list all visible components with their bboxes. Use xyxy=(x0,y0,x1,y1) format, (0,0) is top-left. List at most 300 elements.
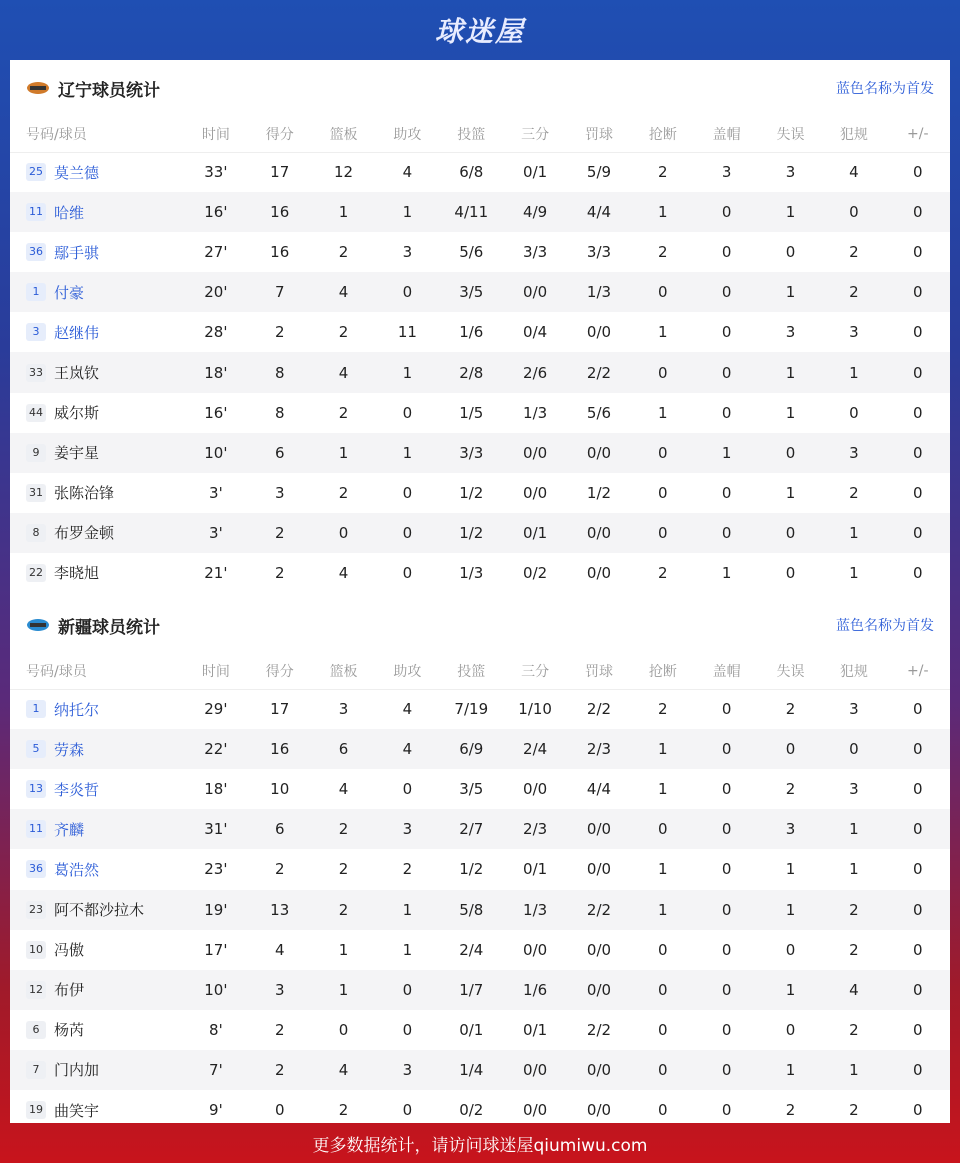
player-name-link[interactable]: 曲笑宇 xyxy=(54,1101,100,1120)
stat-cell: 0 xyxy=(721,1020,732,1039)
player-cell xyxy=(10,433,184,473)
jersey-number-badge: 13 xyxy=(26,780,46,798)
stat-cell: 2 xyxy=(849,483,859,502)
column-header[interactable]: 投篮 xyxy=(439,653,503,689)
stat-cell: 1 xyxy=(822,352,885,392)
stat-cell: 0/1 xyxy=(523,860,548,879)
stat-cell: 0/0 xyxy=(503,272,566,312)
stat-cell: 18' xyxy=(184,352,248,392)
top-banner xyxy=(0,0,960,60)
column-header[interactable]: 时间 xyxy=(184,653,248,689)
stat-cell: 0 xyxy=(721,940,732,959)
player-cell xyxy=(10,473,184,513)
column-header[interactable]: 号码/球员 xyxy=(10,653,184,689)
player-name-link[interactable]: 杨芮 xyxy=(54,1021,85,1040)
player-cell xyxy=(10,393,184,433)
stat-cell: 0/0 xyxy=(567,513,631,553)
stat-cell: 2/2 xyxy=(567,352,631,392)
column-header[interactable]: 抢断 xyxy=(631,653,694,689)
stat-cell: 0/0 xyxy=(586,1101,612,1120)
stat-cell: 0 xyxy=(631,352,694,392)
stat-cell: 1 xyxy=(822,513,885,553)
stat-cell: 3 xyxy=(849,700,859,719)
stat-cell: 4 xyxy=(311,272,375,312)
stat-cell: 2 xyxy=(822,272,885,312)
stat-cell: 3 xyxy=(248,970,311,1010)
stat-cell: 0 xyxy=(695,272,759,312)
stat-cell: 10' xyxy=(184,433,248,473)
stat-cell: 2 xyxy=(785,700,796,719)
table-row[interactable] xyxy=(10,849,950,889)
stat-cell: 4/4 xyxy=(586,780,612,799)
table-row[interactable] xyxy=(10,890,950,930)
stat-cell: 12 xyxy=(334,163,354,182)
stat-cell: 1 xyxy=(311,433,375,473)
team-sections xyxy=(10,60,950,1130)
table-row[interactable] xyxy=(10,729,950,769)
player-name-link[interactable]: 李炎哲 xyxy=(54,780,100,799)
stat-cell: 2 xyxy=(658,563,668,582)
stat-cell: 0 xyxy=(913,1101,923,1120)
stat-cell: 0 xyxy=(886,272,950,312)
jersey-number-badge: 1 xyxy=(26,283,46,301)
column-header[interactable]: 三分 xyxy=(503,116,566,152)
stat-cell: 0 xyxy=(721,483,732,502)
stat-cell: 2/2 xyxy=(567,890,631,930)
stat-cell: 0/0 xyxy=(567,1050,631,1090)
stat-cell: 0 xyxy=(913,780,923,799)
table-row[interactable] xyxy=(10,433,950,473)
stat-cell: 0 xyxy=(721,403,732,422)
jersey-number-badge: 12 xyxy=(26,981,46,999)
stat-cell: 0/1 xyxy=(503,513,566,553)
stat-cell: 2/3 xyxy=(567,729,631,769)
stat-cell: 1 xyxy=(759,1050,822,1090)
stat-cell: 0 xyxy=(785,1020,796,1039)
stat-cell: 0 xyxy=(402,483,413,502)
player-name-link[interactable]: 布罗金顿 xyxy=(54,524,115,543)
stat-cell: 0/1 xyxy=(523,163,548,182)
player-name-link[interactable]: 鄢手骐 xyxy=(54,243,100,262)
stat-cell: 0 xyxy=(886,433,950,473)
stat-cell: 2 xyxy=(248,513,311,553)
column-header[interactable]: 三分 xyxy=(503,653,566,689)
table-row[interactable] xyxy=(10,769,950,809)
stat-cell: 1 xyxy=(631,729,694,769)
stat-cell: 2 xyxy=(658,700,668,719)
player-name-link[interactable]: 姜宇星 xyxy=(54,444,100,463)
stat-cell: 1 xyxy=(759,272,822,312)
jersey-number-badge: 6 xyxy=(26,1021,46,1039)
stat-cell: 0 xyxy=(759,513,822,553)
stat-cell: 0 xyxy=(376,272,439,312)
stat-cell: 20' xyxy=(184,272,248,312)
stat-cell: 0/0 xyxy=(567,433,631,473)
stat-cell: 3/3 xyxy=(439,433,503,473)
column-header[interactable]: 得分 xyxy=(248,653,311,689)
jersey-number-badge: 19 xyxy=(26,1101,46,1119)
stat-cell: 0/0 xyxy=(586,323,612,342)
stat-cell: 10 xyxy=(270,780,290,799)
liaoning-team-logo-icon xyxy=(26,80,50,96)
stat-cell: 23' xyxy=(204,860,228,879)
jersey-number-badge: 3 xyxy=(26,323,46,341)
stat-cell: 0 xyxy=(886,1050,950,1090)
starter-legend: 蓝色名称为首发 xyxy=(836,81,934,97)
stat-cell: 3 xyxy=(785,163,796,182)
stat-cell: 1/4 xyxy=(439,1050,503,1090)
stat-cell: 1 xyxy=(785,483,796,502)
table-row[interactable] xyxy=(10,553,950,593)
stat-cell: 1 xyxy=(631,890,694,930)
footer-banner xyxy=(0,1123,960,1163)
team-title-text: 新疆球员统计 xyxy=(58,617,160,638)
stat-cell: 5/9 xyxy=(586,163,612,182)
table-header-row xyxy=(10,653,950,689)
stat-cell: 1/6 xyxy=(503,970,566,1010)
stat-cell: 2 xyxy=(311,809,375,849)
stat-cell: 0 xyxy=(886,890,950,930)
stat-cell: 2 xyxy=(849,940,859,959)
player-name-link[interactable]: 威尔斯 xyxy=(54,404,100,423)
stat-cell: 4 xyxy=(311,352,375,392)
stat-cell: 2 xyxy=(338,403,349,422)
stat-cell: 1 xyxy=(759,970,822,1010)
stat-cell: 4 xyxy=(274,940,285,959)
stat-cell: 2/2 xyxy=(586,1020,612,1039)
stat-cell: 11 xyxy=(397,323,417,342)
stat-cell: 0/2 xyxy=(459,1101,484,1120)
stat-cell: 2 xyxy=(274,563,285,582)
stat-cell: 8 xyxy=(248,352,311,392)
column-header[interactable]: 犯规 xyxy=(822,653,885,689)
stat-cell: 13 xyxy=(248,890,311,930)
stat-cell: 1 xyxy=(658,403,668,422)
player-name-link[interactable]: 阿不都沙拉木 xyxy=(54,901,145,920)
stat-cell: 1 xyxy=(376,890,439,930)
stat-cell: 1 xyxy=(849,860,859,879)
table-row[interactable] xyxy=(10,809,950,849)
column-header[interactable]: 投篮 xyxy=(439,116,503,152)
stat-cell: 3/3 xyxy=(523,243,548,262)
player-cell xyxy=(10,352,184,392)
stat-cell: 4 xyxy=(402,163,413,182)
stat-cell: 0 xyxy=(759,729,822,769)
team-section xyxy=(10,60,950,593)
player-cell xyxy=(10,809,184,849)
stat-cell: 3 xyxy=(785,323,796,342)
jersey-number-badge: 36 xyxy=(26,860,46,878)
column-header[interactable]: +/- xyxy=(886,116,950,152)
player-name-link[interactable]: 李晓旭 xyxy=(54,564,100,583)
table-row[interactable] xyxy=(10,473,950,513)
player-name-link[interactable]: 王岚钦 xyxy=(54,364,100,383)
stats-panel xyxy=(10,60,950,1123)
column-header[interactable]: 盖帽 xyxy=(695,116,759,152)
stat-cell: 1 xyxy=(785,403,796,422)
player-name-link[interactable]: 冯傲 xyxy=(54,941,85,960)
column-header[interactable]: 犯规 xyxy=(822,116,885,152)
stat-cell: 2 xyxy=(338,323,349,342)
column-header[interactable]: 时间 xyxy=(184,116,248,152)
stat-cell: 1/3 xyxy=(459,563,484,582)
stat-cell: 0 xyxy=(695,352,759,392)
team-section xyxy=(10,597,950,1130)
stat-cell: 2/8 xyxy=(439,352,503,392)
stat-cell: 4 xyxy=(338,563,349,582)
starter-legend: 蓝色名称为首发 xyxy=(836,618,934,635)
stat-cell: 3 xyxy=(822,433,885,473)
stat-cell: 1/3 xyxy=(503,890,566,930)
stat-cell: 1 xyxy=(695,433,759,473)
stat-cell: 0/0 xyxy=(567,970,631,1010)
stat-cell: 2 xyxy=(658,163,668,182)
stat-cell: 1 xyxy=(849,563,859,582)
stat-cell: 1/7 xyxy=(439,970,503,1010)
stat-cell: 2 xyxy=(785,780,796,799)
stat-cell: 1 xyxy=(759,890,822,930)
stat-cell: 0/2 xyxy=(523,563,548,582)
column-header[interactable]: 篮板 xyxy=(311,653,375,689)
stat-cell: 16 xyxy=(270,243,290,262)
stat-cell: 0 xyxy=(913,323,923,342)
stat-cell: 17 xyxy=(270,163,290,182)
stat-cell: 6/9 xyxy=(439,729,503,769)
player-name-link[interactable]: 哈维 xyxy=(54,203,85,222)
stat-cell: 0/0 xyxy=(523,780,548,799)
stat-cell: 3 xyxy=(849,323,859,342)
stat-cell: 0 xyxy=(886,729,950,769)
player-cell xyxy=(10,930,184,970)
player-cell xyxy=(10,769,184,809)
stat-cell: 4 xyxy=(376,729,439,769)
column-header[interactable]: 盖帽 xyxy=(695,653,759,689)
table-row[interactable] xyxy=(10,513,950,553)
stat-cell: 7' xyxy=(184,1050,248,1090)
stat-cell: 0 xyxy=(695,890,759,930)
table-row[interactable] xyxy=(10,152,950,192)
brand-logo[interactable]: 球迷屋 xyxy=(434,15,525,48)
stat-cell: 4/11 xyxy=(439,192,503,232)
stat-cell: 0 xyxy=(721,860,732,879)
section-header xyxy=(10,597,950,653)
player-cell xyxy=(10,849,184,889)
player-name-link[interactable]: 张陈治锋 xyxy=(54,484,115,503)
stat-cell: 1/5 xyxy=(459,403,484,422)
stat-cell: 1 xyxy=(759,192,822,232)
stat-cell: 10' xyxy=(184,970,248,1010)
stat-cell: 1 xyxy=(376,352,439,392)
stat-cell: 0/0 xyxy=(567,809,631,849)
stat-cell: 16' xyxy=(204,403,228,422)
player-cell xyxy=(10,1010,184,1050)
stat-cell: 0/1 xyxy=(459,1020,484,1039)
stat-cell: 4 xyxy=(402,700,413,719)
player-name-link[interactable]: 付豪 xyxy=(54,283,85,302)
stat-cell: 0 xyxy=(402,1020,413,1039)
stat-cell: 3 xyxy=(402,243,413,262)
stat-cell: 0/0 xyxy=(523,940,548,959)
stat-cell: 0 xyxy=(913,860,923,879)
column-header[interactable]: 罚球 xyxy=(567,653,631,689)
stat-cell: 0 xyxy=(759,433,822,473)
jersey-number-badge: 5 xyxy=(26,740,46,758)
jersey-number-badge: 11 xyxy=(26,203,46,221)
stat-cell: 8 xyxy=(274,403,285,422)
player-name-link[interactable]: 劳森 xyxy=(54,740,85,759)
stat-cell: 3' xyxy=(209,483,223,502)
table-row[interactable] xyxy=(10,232,950,272)
player-name-link[interactable]: 赵继伟 xyxy=(54,323,100,342)
stat-cell: 0/0 xyxy=(503,433,566,473)
stat-cell: 0 xyxy=(338,1020,349,1039)
table-row[interactable] xyxy=(10,970,950,1010)
stat-cell: 2 xyxy=(274,323,285,342)
stat-cell: 0/0 xyxy=(503,1050,566,1090)
stat-cell: 0 xyxy=(822,729,885,769)
player-name-link[interactable]: 齐麟 xyxy=(54,820,85,839)
stat-cell: 0 xyxy=(913,403,923,422)
stat-cell: 1 xyxy=(759,352,822,392)
stat-cell: 0/0 xyxy=(586,940,612,959)
stat-cell: 0 xyxy=(913,483,923,502)
stat-cell: 4/4 xyxy=(567,192,631,232)
column-header[interactable]: 号码/球员 xyxy=(10,116,184,152)
stat-cell: 0 xyxy=(402,780,413,799)
table-row[interactable] xyxy=(10,272,950,312)
table-row[interactable] xyxy=(10,312,950,352)
stat-cell: 1 xyxy=(631,192,694,232)
stat-cell: 0 xyxy=(631,970,694,1010)
stat-cell: 0 xyxy=(886,513,950,553)
stat-cell: 0 xyxy=(631,513,694,553)
stat-cell: 2 xyxy=(338,1101,349,1120)
player-name-link[interactable]: 纳托尔 xyxy=(54,700,100,719)
stat-cell: 19' xyxy=(184,890,248,930)
stat-cell: 8' xyxy=(209,1020,223,1039)
team-title xyxy=(26,613,160,638)
player-cell xyxy=(10,553,184,593)
column-header[interactable]: 助攻 xyxy=(376,653,439,689)
jersey-number-badge: 9 xyxy=(26,444,46,462)
stat-cell: 33' xyxy=(204,163,228,182)
stat-cell: 2/3 xyxy=(503,809,566,849)
stat-cell: 2/4 xyxy=(503,729,566,769)
stat-cell: 9' xyxy=(209,1101,223,1120)
jersey-number-badge: 1 xyxy=(26,700,46,718)
column-header[interactable]: 失误 xyxy=(759,653,822,689)
stat-cell: 0 xyxy=(631,433,694,473)
table-row[interactable] xyxy=(10,393,950,433)
stat-cell: 0 xyxy=(886,970,950,1010)
stat-cell: 1/3 xyxy=(523,403,548,422)
stat-cell: 0 xyxy=(695,1050,759,1090)
footer-link[interactable]: 更多数据统计，请访问球迷屋qiumiwu.com xyxy=(312,1135,648,1156)
stat-cell: 0 xyxy=(785,563,796,582)
stat-cell: 0 xyxy=(785,243,796,262)
stat-cell: 6 xyxy=(311,729,375,769)
table-row[interactable] xyxy=(10,1050,950,1090)
stat-cell: 1 xyxy=(311,192,375,232)
player-cell xyxy=(10,1050,184,1090)
stat-cell: 0 xyxy=(695,970,759,1010)
stat-cell: 0 xyxy=(913,1020,923,1039)
stat-cell: 16' xyxy=(184,192,248,232)
stat-cell: 0 xyxy=(913,940,923,959)
stats-table xyxy=(10,116,950,593)
stat-cell: 31' xyxy=(184,809,248,849)
stat-cell: 0 xyxy=(913,563,923,582)
stat-cell: 2 xyxy=(822,890,885,930)
stat-cell: 5/8 xyxy=(439,890,503,930)
player-cell xyxy=(10,689,184,729)
column-header[interactable]: 罚球 xyxy=(567,116,631,152)
stat-cell: 0 xyxy=(886,352,950,392)
table-row[interactable] xyxy=(10,930,950,970)
stat-cell: 2 xyxy=(849,1020,859,1039)
column-header[interactable]: 抢断 xyxy=(631,116,694,152)
stat-cell: 0 xyxy=(376,513,439,553)
column-header[interactable]: 得分 xyxy=(248,116,311,152)
stat-cell: 6 xyxy=(248,809,311,849)
stat-cell: 6 xyxy=(248,433,311,473)
stat-cell: 3 xyxy=(338,700,349,719)
stat-cell: 3/5 xyxy=(459,780,484,799)
stat-cell: 0 xyxy=(822,192,885,232)
stat-cell: 0 xyxy=(721,1101,732,1120)
stat-cell: 1 xyxy=(822,809,885,849)
player-name-link[interactable]: 门内加 xyxy=(54,1061,100,1080)
stat-cell: 2 xyxy=(785,1101,796,1120)
table-header-row xyxy=(10,116,950,152)
stat-cell: 0 xyxy=(631,1050,694,1090)
stat-cell: 0 xyxy=(631,809,694,849)
xinjiang-team-logo-icon xyxy=(26,617,50,633)
player-name-link[interactable]: 莫兰德 xyxy=(54,163,100,182)
jersey-number-badge: 11 xyxy=(26,820,46,838)
stat-cell: 0 xyxy=(376,970,439,1010)
stat-cell: 17 xyxy=(270,700,290,719)
stat-cell: 1/2 xyxy=(586,483,612,502)
player-name-link[interactable]: 葛浩然 xyxy=(54,860,100,879)
player-name-link[interactable]: 布伊 xyxy=(54,981,85,1000)
stat-cell: 2 xyxy=(338,860,349,879)
stat-cell: 0 xyxy=(913,243,923,262)
stat-cell: 0 xyxy=(695,513,759,553)
jersey-number-badge: 22 xyxy=(26,564,46,582)
table-row[interactable] xyxy=(10,689,950,729)
table-row[interactable] xyxy=(10,1010,950,1050)
stat-cell: 0 xyxy=(658,483,668,502)
stat-cell: 2 xyxy=(274,860,285,879)
column-header[interactable]: 助攻 xyxy=(376,116,439,152)
table-row[interactable] xyxy=(10,352,950,392)
stat-cell: 0 xyxy=(695,729,759,769)
stat-cell: 1 xyxy=(785,860,796,879)
column-header[interactable]: 失误 xyxy=(759,116,822,152)
stat-cell: 0 xyxy=(695,809,759,849)
column-header[interactable]: 篮板 xyxy=(311,116,375,152)
stat-cell: 1/10 xyxy=(518,700,552,719)
table-row[interactable] xyxy=(10,192,950,232)
stat-cell: 27' xyxy=(204,243,228,262)
stat-cell: 0 xyxy=(886,809,950,849)
stat-cell: 3 xyxy=(376,809,439,849)
stat-cell: 0 xyxy=(658,1101,668,1120)
column-header[interactable]: +/- xyxy=(886,653,950,689)
stat-cell: 1/2 xyxy=(459,860,484,879)
stat-cell: 0 xyxy=(721,780,732,799)
